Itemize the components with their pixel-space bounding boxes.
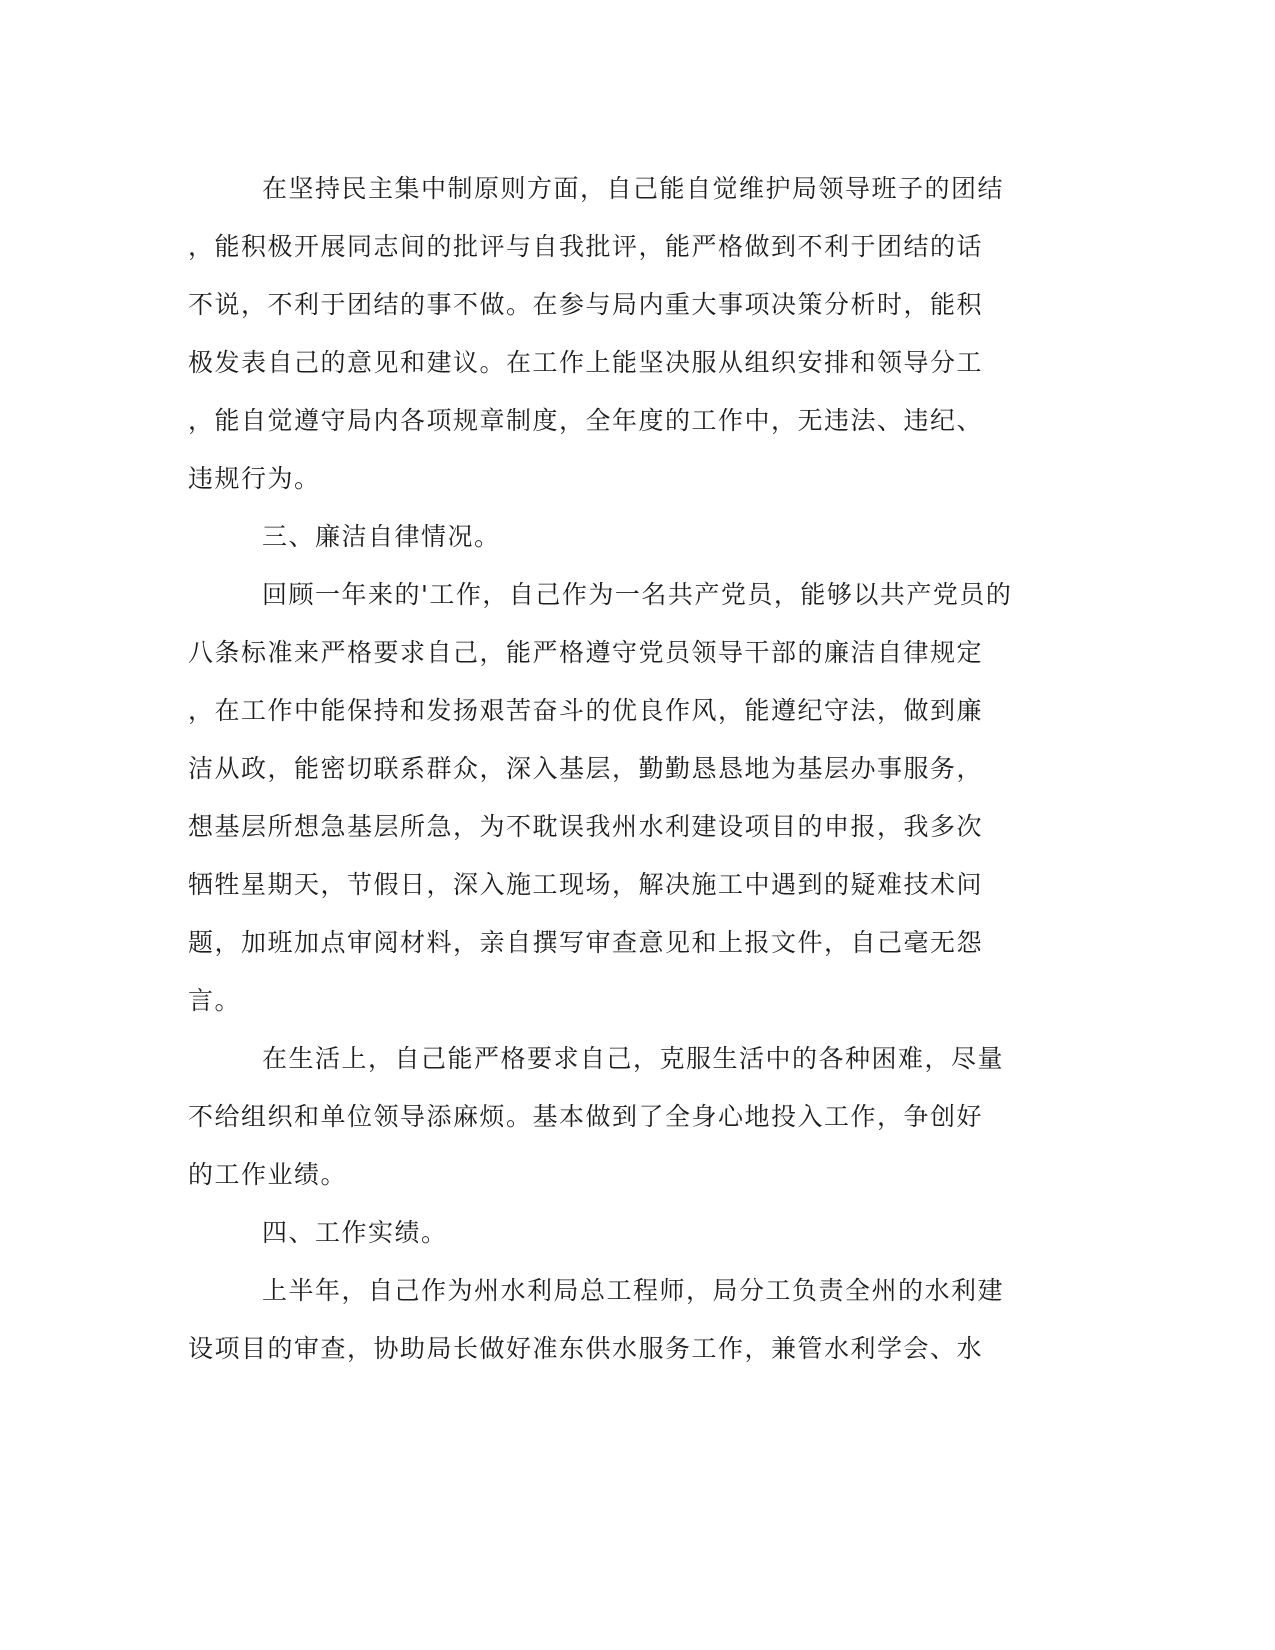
paragraph-line: 想基层所想急基层所急，为不耽误我州水利建设项目的申报，我多次 [188, 812, 984, 841]
section-heading: 四、工作实绩。 [262, 1218, 448, 1247]
paragraph-line: 回顾一年来的'工作，自己作为一名共产党员，能够以共产党员的 [262, 580, 1013, 609]
paragraph-line: 不给组织和单位领导添麻烦。基本做到了全身心地投入工作，争创好 [188, 1102, 984, 1131]
paragraph-line: 极发表自己的意见和建议。在工作上能坚决服从组织安排和领导分工 [188, 348, 984, 377]
paragraph-line: 的工作业绩。 [188, 1160, 348, 1189]
paragraph-line: 洁从政，能密切联系群众，深入基层，勤勤恳恳地为基层办事服务， [188, 754, 984, 783]
paragraph-line: 题，加班加点审阅材料，亲自撰写审查意见和上报文件，自己毫无怨 [188, 928, 984, 957]
paragraph-line: ，能自觉遵守局内各项规章制度，全年度的工作中，无违法、违纪、 [188, 406, 984, 435]
paragraph-line: 不说，不利于团结的事不做。在参与局内重大事项决策分析时，能积 [188, 290, 984, 319]
paragraph-line: 违规行为。 [188, 464, 321, 493]
section-heading: 三、廉洁自律情况。 [262, 522, 501, 551]
paragraph-line: 在坚持民主集中制原则方面，自己能自觉维护局领导班子的团结 [262, 174, 1005, 203]
paragraph-line: 上半年，自己作为州水利局总工程师，局分工负责全州的水利建 [262, 1276, 1005, 1305]
paragraph-line: 在生活上，自己能严格要求自己，克服生活中的各种困难，尽量 [262, 1044, 1005, 1073]
paragraph-line: ，能积极开展同志间的批评与自我批评，能严格做到不利于团结的话 [188, 232, 984, 261]
paragraph-line: 牺牲星期天，节假日，深入施工现场，解决施工中遇到的疑难技术问 [188, 870, 984, 899]
paragraph-line: ，在工作中能保持和发扬艰苦奋斗的优良作风，能遵纪守法，做到廉 [188, 696, 984, 725]
document-body [188, 160, 1068, 1378]
paragraph-line: 八条标准来严格要求自己，能严格遵守党员领导干部的廉洁自律规定 [188, 638, 984, 667]
paragraph-line: 设项目的审查，协助局长做好准东供水服务工作，兼管水利学会、水 [188, 1334, 984, 1363]
paragraph-line: 言。 [188, 986, 242, 1015]
